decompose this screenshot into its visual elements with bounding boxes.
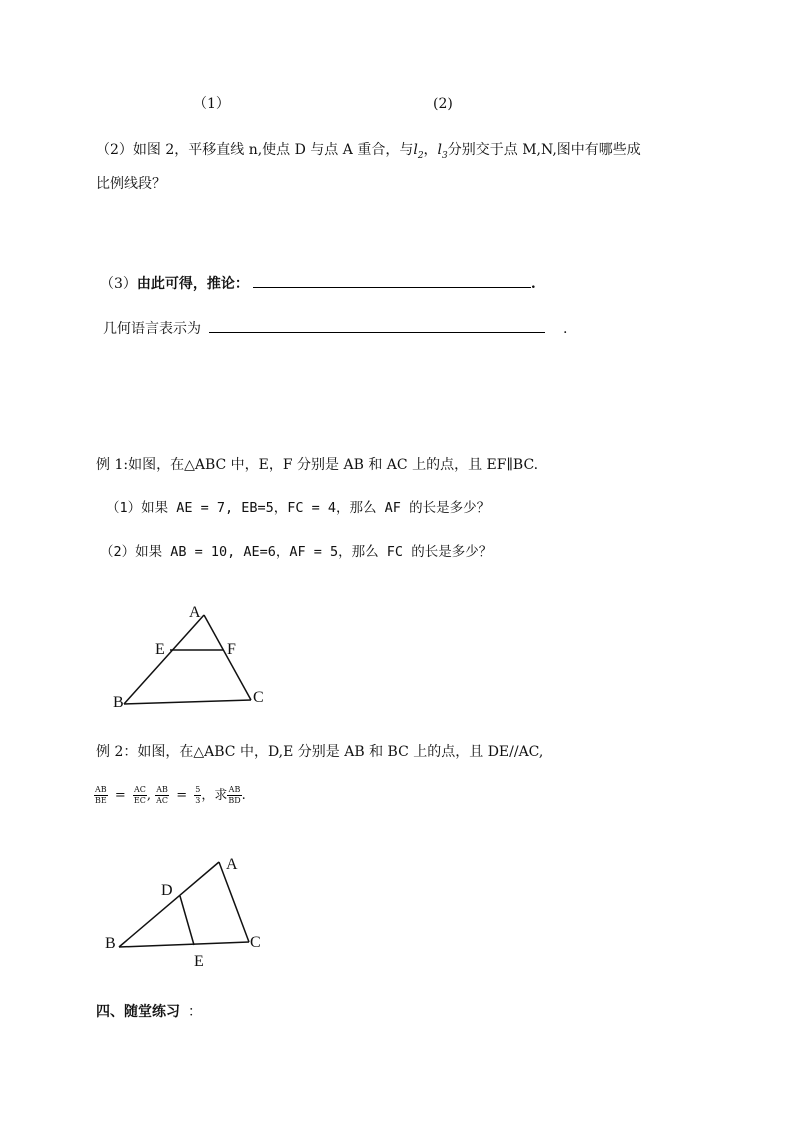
figure-label-2: (2) <box>433 96 453 112</box>
side-ab <box>124 615 204 704</box>
section-4-title: 四、随堂练习 <box>96 1004 180 1020</box>
side-ba <box>119 862 219 947</box>
fraction-ab-over-be: $\frac{AB}{BE}$ <box>95 785 107 805</box>
question-3 <box>100 273 536 291</box>
figure-label-1: （1） <box>193 96 230 112</box>
geometry-language-line <box>103 318 567 336</box>
section-4-heading <box>96 1005 202 1019</box>
example-2-equation: $\frac{AB}{BE}$ = $\frac{AC}{EC}$ , $\frac{AB}{AC}$ = $\frac{5}{3}$ ，求 $\frac{AB}{BD}$ . <box>95 785 246 805</box>
geometry-language-period: . <box>563 321 568 337</box>
point-label-d: D <box>161 882 173 899</box>
point-label-e: E <box>155 641 165 658</box>
conclusion-blank[interactable] <box>253 273 531 288</box>
question-2-prefix: （2）如图 2，平移直线 n,使点 D 与点 A 重合，与 <box>96 142 414 158</box>
point-label-c: C <box>253 689 264 706</box>
segment-de <box>180 896 194 945</box>
point-label-b: B <box>105 935 116 952</box>
question-2-separator: ， <box>423 142 438 158</box>
fraction-ab-over-ac: $\frac{AB}{AC}$ <box>156 785 169 805</box>
example-2-title: 例 2：如图，在△ABC 中，D,E 分别是 AB 和 BC 上的点，且 DE//AC, <box>96 744 544 760</box>
point-label-e: E <box>194 953 204 970</box>
point-label-f: F <box>227 641 236 658</box>
side-bc <box>119 942 249 947</box>
fraction-5-over-3: $\frac{5}{3}$ <box>195 785 201 805</box>
point-label-c: C <box>250 934 261 951</box>
point-label-a: A <box>226 856 238 873</box>
example-2-ask: ，求 <box>201 788 228 803</box>
side-bc <box>124 700 251 704</box>
example-1-part-2: （2）如果 AB = 10, AE=6，AF = 5，那么 FC 的长是多少？ <box>100 544 493 560</box>
side-ac <box>219 862 249 942</box>
triangle-abc-figure-1 <box>100 598 280 713</box>
fraction-ac-over-ec: $\frac{AC}{EC}$ <box>133 785 146 805</box>
example-1-part-1: （1）如果 AE = 7, EB=5，FC = 4，那么 AF 的长是多少？ <box>106 500 491 516</box>
question-3-period: . <box>530 276 536 292</box>
question-3-label: 由此可得，推论： <box>136 276 249 292</box>
triangle-abc-figure-2 <box>100 850 275 970</box>
question-2-line2: 比例线段？ <box>96 176 166 192</box>
fraction-ab-over-bd: $\frac{AB}{BD}$ <box>228 785 241 805</box>
point-label-b: B <box>113 694 124 711</box>
line-l2-symbol: $l_2$ <box>413 142 424 161</box>
point-label-a: A <box>189 604 201 621</box>
section-4-colon: ： <box>188 1004 202 1020</box>
question-2-line1 <box>96 143 641 161</box>
question-2-suffix: 分别交于点 M,N,图中有哪些成 <box>447 142 641 158</box>
question-3-number: （3） <box>100 276 137 292</box>
geometry-language-label: 几何语言表示为 <box>103 321 201 337</box>
geometry-language-blank[interactable] <box>209 318 545 333</box>
line-l3-symbol: $l_3$ <box>437 142 448 161</box>
example-1-title: 例 1:如图，在△ABC 中，E，F 分别是 AB 和 AC 上的点，且 EF∥BC. <box>96 457 539 473</box>
